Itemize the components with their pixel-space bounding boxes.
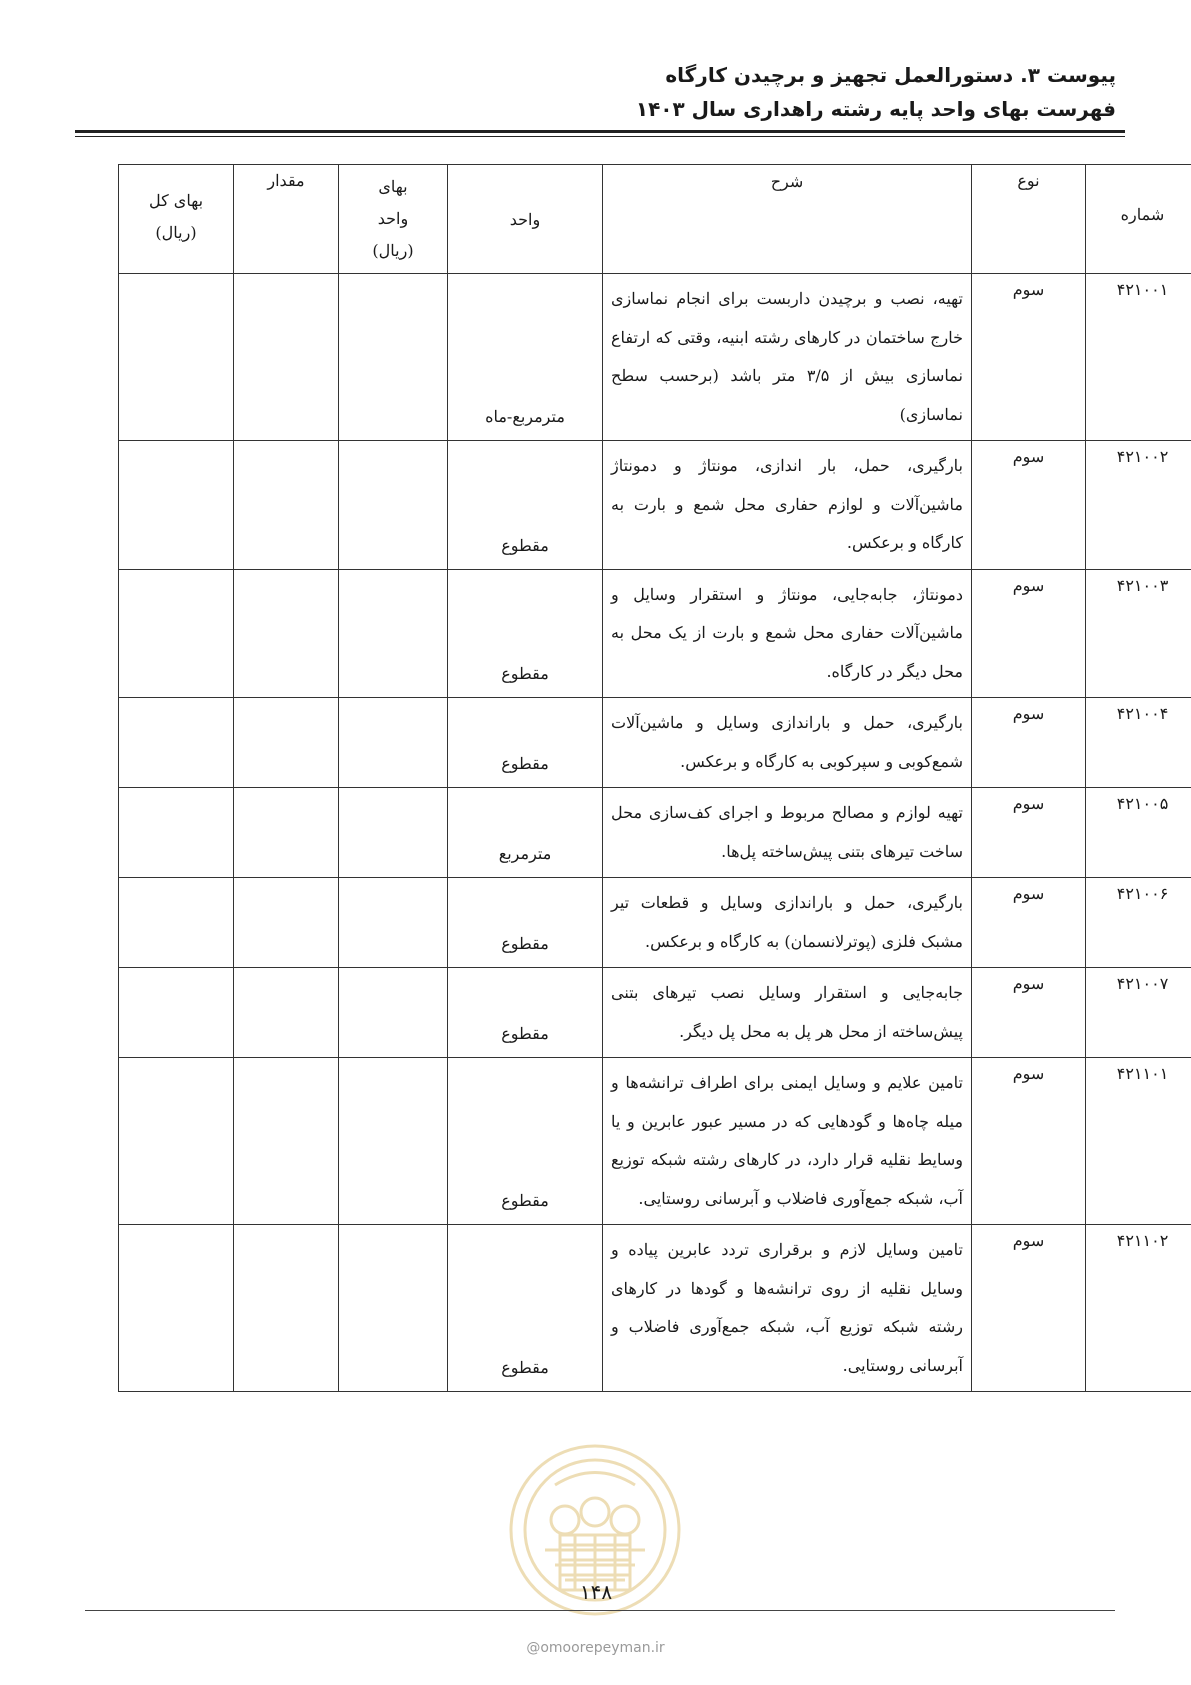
cell-total xyxy=(119,968,234,1058)
header-title-line2: فهرست بهای واحد پایه رشته راهداری سال ۱۴۰۳ xyxy=(635,97,1116,121)
cell-unit: مقطوع xyxy=(448,968,603,1058)
cell-type: سوم xyxy=(972,968,1086,1058)
cell-total xyxy=(119,878,234,968)
cell-quantity xyxy=(234,788,339,878)
col-header-type: نوع xyxy=(972,165,1086,274)
cell-unit: مقطوع xyxy=(448,878,603,968)
col-header-total-price: بهای کل (ریال) xyxy=(119,165,234,274)
cell-unit: مقطوع xyxy=(448,1058,603,1225)
cell-unit: مقطوع xyxy=(448,441,603,570)
cell-unit: مقطوع xyxy=(448,1225,603,1392)
cell-unit-price xyxy=(339,698,448,788)
table-row xyxy=(119,441,1191,570)
cell-total xyxy=(119,788,234,878)
cell-description: بارگیری، حمل و باراندازی وسایل و قطعات تیر مشبک فلزی (پوترلانسمان) به کارگاه و برعکس. xyxy=(603,878,972,968)
cell-description: دمونتاژ، جابه‌جایی، مونتاژ و استقرار وسایل و ماشین‌آلات حفاری محل شمع و بارت از یک محل به محل دیگر در کارگاه. xyxy=(603,569,972,698)
table-row xyxy=(119,274,1191,441)
cell-unit-price xyxy=(339,274,448,441)
cell-unit-price xyxy=(339,788,448,878)
cell-quantity xyxy=(234,968,339,1058)
cell-unit: مقطوع xyxy=(448,569,603,698)
cell-number: ۴۲۱۰۰۵ xyxy=(1086,788,1191,878)
table-row xyxy=(119,968,1191,1058)
cell-quantity xyxy=(234,1058,339,1225)
col-header-unit: واحد xyxy=(448,165,603,274)
cell-number: ۴۲۱۰۰۶ xyxy=(1086,878,1191,968)
cell-total xyxy=(119,441,234,570)
header-rule-thick xyxy=(75,130,1125,133)
cell-type: سوم xyxy=(972,1225,1086,1392)
cell-quantity xyxy=(234,441,339,570)
cell-quantity xyxy=(234,878,339,968)
cell-total xyxy=(119,698,234,788)
table-row xyxy=(119,1225,1191,1392)
cell-type: سوم xyxy=(972,1058,1086,1225)
col-header-number: شماره xyxy=(1086,165,1191,274)
cell-total xyxy=(119,569,234,698)
cell-total xyxy=(119,1058,234,1225)
cell-number: ۴۲۱۰۰۱ xyxy=(1086,274,1191,441)
header-rule-thin xyxy=(75,136,1125,137)
cell-unit-price xyxy=(339,878,448,968)
cell-quantity xyxy=(234,1225,339,1392)
table-row xyxy=(119,1058,1191,1225)
cell-description: تهیه، نصب و برچیدن داربست برای انجام نماسازی خارج ساختمان در کارهای رشته ابنیه، وقتی که ارتفاع نماسازی بیش از ۳/۵ متر باشد (برحسب سطح نماسازی) xyxy=(603,274,972,441)
page-header xyxy=(66,58,1116,126)
cell-unit: مقطوع xyxy=(448,698,603,788)
cell-description: تامین وسایل لازم و برقراری تردد عابرین پیاده و وسایل نقلیه از روی ترانشه‌ها و گودها در کارهای رشته شبکه توزیع آب، شبکه جمع‌آوری فاضلاب و آبرسانی روستایی. xyxy=(603,1225,972,1392)
cell-description: تامین علایم و وسایل ایمنی برای اطراف ترانشه‌ها و میله چاه‌ها و گودهایی که در مسیر عبور عابرین و یا وسایط نقلیه قرار دارد، در کارهای رشته شبکه توزیع آب، شبکه جمع‌آوری فاضلاب و آبرسانی روستایی. xyxy=(603,1058,972,1225)
cell-type: سوم xyxy=(972,274,1086,441)
table-row xyxy=(119,878,1191,968)
table-row xyxy=(119,569,1191,698)
cell-number: ۴۲۱۱۰۲ xyxy=(1086,1225,1191,1392)
cell-unit-price xyxy=(339,1058,448,1225)
footer-website: @omoorepeyman.ir xyxy=(526,1640,665,1656)
cell-unit-price xyxy=(339,1225,448,1392)
cell-total xyxy=(119,1225,234,1392)
cell-number: ۴۲۱۰۰۳ xyxy=(1086,569,1191,698)
cell-type: سوم xyxy=(972,441,1086,570)
cell-quantity xyxy=(234,569,339,698)
cell-description: جابه‌جایی و استقرار وسایل نصب تیرهای بتنی پیش‌ساخته از محل هر پل به محل پل دیگر. xyxy=(603,968,972,1058)
cell-type: سوم xyxy=(972,569,1086,698)
cell-type: سوم xyxy=(972,878,1086,968)
cell-number: ۴۲۱۰۰۲ xyxy=(1086,441,1191,570)
header-title-line1: پیوست ۳. دستورالعمل تجهیز و برچیدن کارگاه xyxy=(665,63,1116,87)
col-header-quantity: مقدار xyxy=(234,165,339,274)
cell-unit: مترمربع xyxy=(448,788,603,878)
cell-total xyxy=(119,274,234,441)
cell-type: سوم xyxy=(972,788,1086,878)
price-list-table xyxy=(118,164,1191,1392)
table-header-row xyxy=(119,165,1191,274)
cell-unit-price xyxy=(339,968,448,1058)
table-row xyxy=(119,788,1191,878)
table-row xyxy=(119,698,1191,788)
col-header-unit-price: بهای واحد (ریال) xyxy=(339,165,448,274)
cell-type: سوم xyxy=(972,698,1086,788)
footer-rule xyxy=(85,1610,1115,1611)
page-number: ۱۴۸ xyxy=(579,1580,613,1604)
col-header-description: شرح xyxy=(603,165,972,274)
cell-description: بارگیری، حمل و باراندازی وسایل و ماشین‌آلات شمع‌کوبی و سپرکوبی به کارگاه و برعکس. xyxy=(603,698,972,788)
cell-description: تهیه لوازم و مصالح مربوط و اجرای کف‌سازی محل ساخت تیرهای بتنی پیش‌ساخته پل‌ها. xyxy=(603,788,972,878)
cell-quantity xyxy=(234,274,339,441)
cell-unit-price xyxy=(339,569,448,698)
cell-number: ۴۲۱۰۰۷ xyxy=(1086,968,1191,1058)
cell-unit: مترمربع-ماه xyxy=(448,274,603,441)
cell-unit-price xyxy=(339,441,448,570)
cell-number: ۴۲۱۰۰۴ xyxy=(1086,698,1191,788)
cell-description: بارگیری، حمل، بار اندازی، مونتاژ و دمونتاژ ماشین‌آلات و لوازم حفاری محل شمع و بارت به کارگاه و برعکس. xyxy=(603,441,972,570)
cell-quantity xyxy=(234,698,339,788)
cell-number: ۴۲۱۱۰۱ xyxy=(1086,1058,1191,1225)
